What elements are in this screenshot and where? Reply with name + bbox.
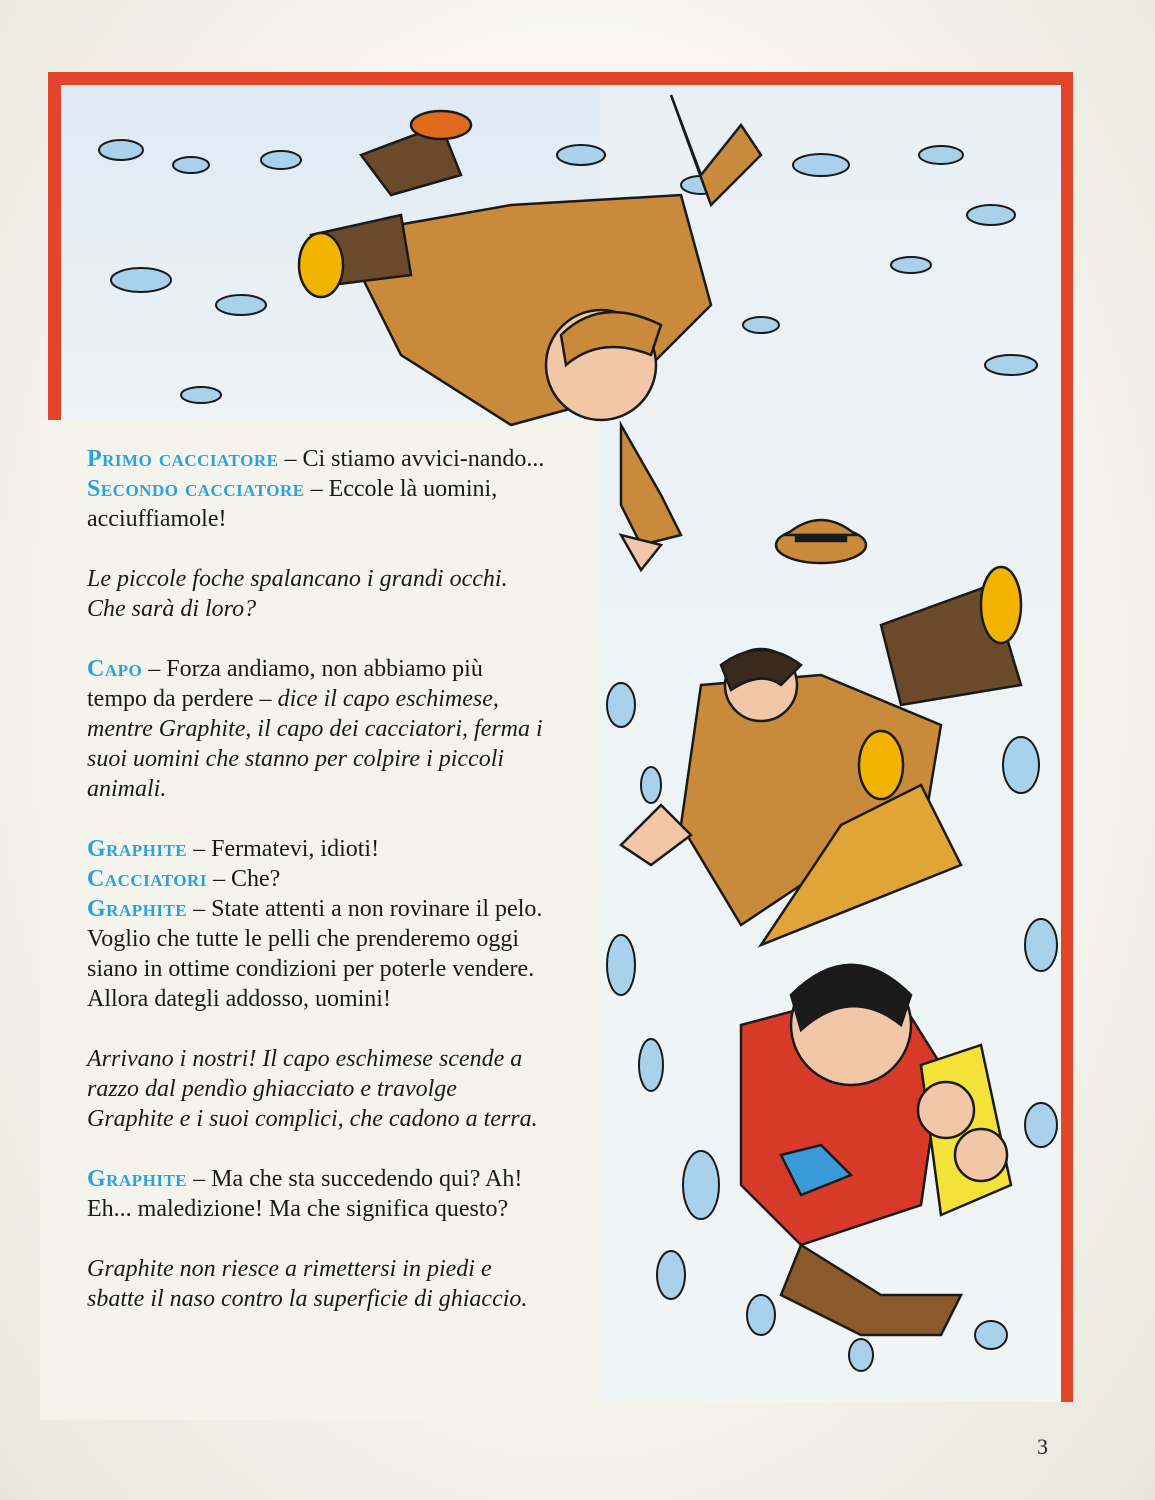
dialogue-text: – Eccole là uomini, acciuffiamole! xyxy=(87,476,498,532)
dialogue-italic-text: dice il capo eschimese, mentre Graphite, il capo dei cacciatori, ferma i suoi uomini che stanno per colpire i piccoli animali. xyxy=(87,686,543,802)
dialogue-line-4 xyxy=(87,834,547,864)
dialogue-line-6 xyxy=(87,894,547,1014)
speaker-label: Graphite xyxy=(87,1166,188,1192)
speaker-label: Capo xyxy=(87,656,143,682)
hat xyxy=(776,520,866,563)
story-text xyxy=(87,444,547,1314)
hunter-falling-middle xyxy=(621,567,1021,945)
dialogue-line-1 xyxy=(87,444,547,474)
dialogue-line-2 xyxy=(87,474,547,534)
dialogue-text: – Che? xyxy=(206,866,281,892)
eskimo-family xyxy=(741,965,1011,1335)
speaker-label: Graphite xyxy=(87,836,188,862)
dialogue-text: – Forza andiamo, non abbiamo più tempo da perdere – xyxy=(87,656,483,712)
speaker-label: Primo cacciatore xyxy=(87,446,279,472)
page-number: 3 xyxy=(1037,1434,1048,1459)
narration-3: Graphite non riesce a rimettersi in piedi e sbatte il naso contro la superficie di ghiaccio. xyxy=(87,1256,528,1312)
dialogue-line-7 xyxy=(87,1164,547,1224)
dialogue-line-5 xyxy=(87,864,547,894)
dialogue-text: – State attenti a non rovinare il pelo. Voglio che tutte le pelli che prenderemo oggi siano in ottime condizioni per poterle vendere. Allora dategli addosso, uomini! xyxy=(87,896,543,1012)
dialogue-text: – Ma che sta succedendo qui? Ah! Eh... maledizione! Ma che significa questo? xyxy=(87,1166,523,1222)
narration-2: Arrivano i nostri! Il capo eschimese scende a razzo dal pendìo ghiacciato e travolge Graphite e i suoi complici, che cadono a terra. xyxy=(87,1046,538,1132)
dialogue-text: – Ci stiamo avvici-nando... xyxy=(278,446,545,472)
dialogue-line-3 xyxy=(87,654,547,804)
dialogue-text: – Fermatevi, idioti! xyxy=(187,836,380,862)
speaker-label: Graphite xyxy=(87,896,188,922)
speaker-label: Secondo cacciatore xyxy=(87,476,305,502)
speaker-label: Cacciatori xyxy=(87,866,207,892)
narration-1: Le piccole foche spalancano i grandi occhi. Che sarà di loro? xyxy=(87,566,508,622)
